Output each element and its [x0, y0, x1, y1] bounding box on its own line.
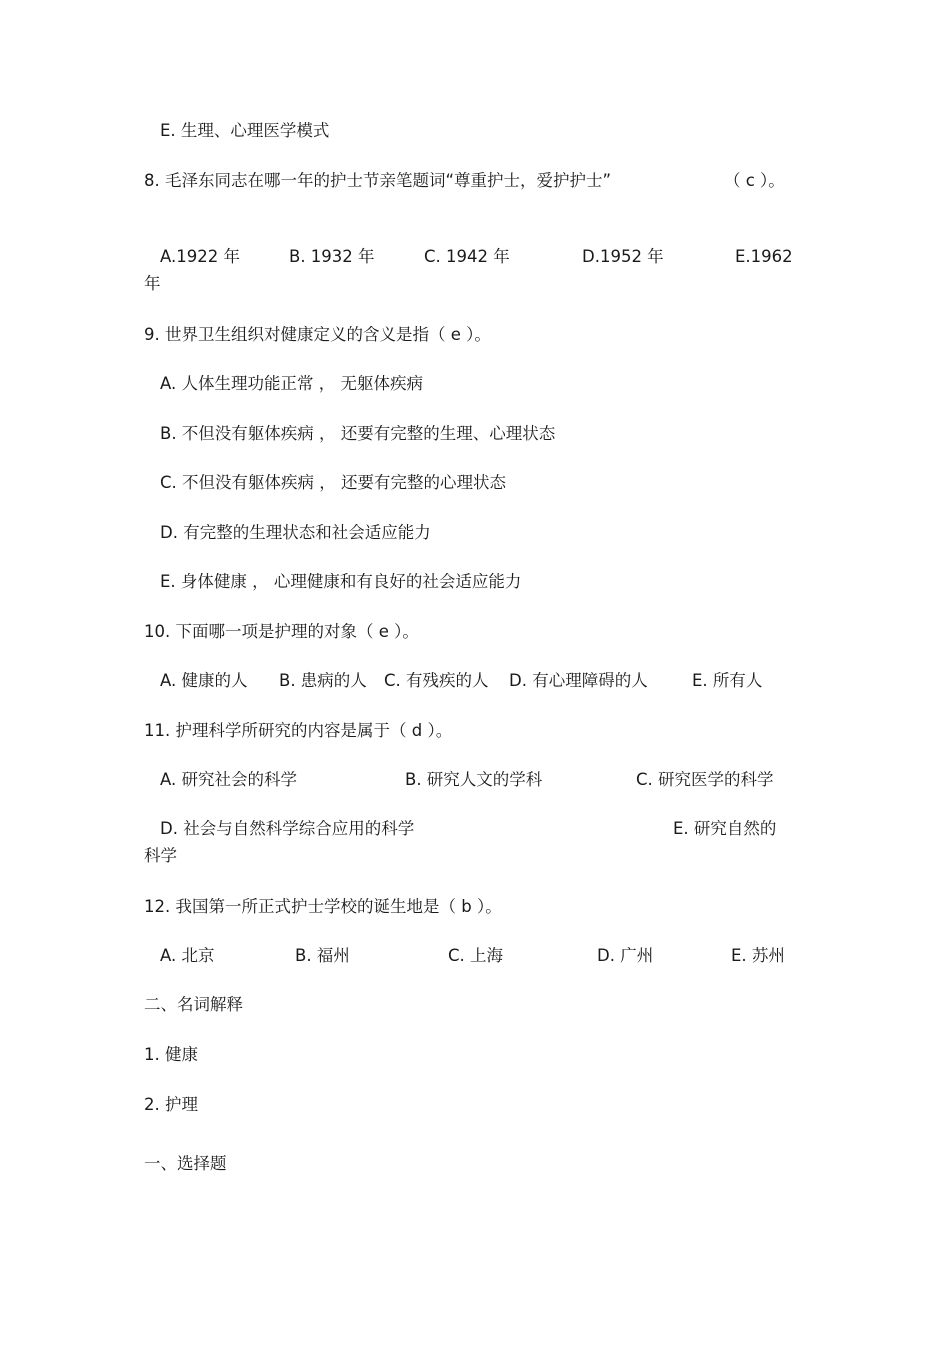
- q11-option-c: C. 研究医学的科学: [636, 770, 774, 789]
- q8-option-b: B. 1932 年: [289, 247, 375, 266]
- term-item-nursing: 2. 护理: [144, 1095, 198, 1114]
- q10-option-b: B. 患病的人: [279, 671, 367, 690]
- q9-option-c: C. 不但没有躯体疾病 ， 还要有完整的心理状态: [160, 473, 507, 492]
- q12-option-b: B. 福州: [295, 946, 350, 965]
- q9-option-b: B. 不但没有躯体疾病 ， 还要有完整的生理、心理状态: [160, 424, 556, 443]
- q10-option-d: D. 有心理障碍的人: [509, 671, 648, 690]
- q11-option-d: D. 社会与自然科学综合应用的科学: [160, 819, 415, 838]
- q8-option-d: D.1952 年: [582, 247, 664, 266]
- q9-stem: 9. 世界卫生组织对健康定义的含义是指（ e ）。: [144, 325, 491, 344]
- q8-option-e-wrap: 年: [144, 274, 161, 293]
- q9-option-e: E. 身体健康 ， 心理健康和有良好的社会适应能力: [160, 572, 522, 591]
- q7-option-e: E. 生理、心理医学模式: [160, 121, 330, 140]
- q9-option-a: A. 人体生理功能正常 ， 无躯体疾病: [160, 374, 423, 393]
- section-title-term-explanation: 二、名词解释: [144, 995, 243, 1014]
- q8-option-e: E.1962: [735, 247, 793, 266]
- q12-option-e: E. 苏州: [731, 946, 785, 965]
- q12-option-a: A. 北京: [160, 946, 215, 965]
- q11-option-e: E. 研究自然的: [673, 819, 777, 838]
- q10-option-e: E. 所有人: [692, 671, 763, 690]
- q10-option-a: A. 健康的人: [160, 671, 248, 690]
- q10-stem: 10. 下面哪一项是护理的对象（ e ）。: [144, 622, 419, 641]
- term-item-health: 1. 健康: [144, 1045, 198, 1064]
- q8-stem: 8. 毛泽东同志在哪一年的护士节亲笔题词“尊重护士，爱护护士”: [144, 171, 612, 190]
- q11-option-a: A. 研究社会的科学: [160, 770, 297, 789]
- q10-option-c: C. 有残疾的人: [384, 671, 489, 690]
- q8-option-c: C. 1942 年: [424, 247, 510, 266]
- q11-stem: 11. 护理科学所研究的内容是属于（ d ）。: [144, 721, 453, 740]
- q12-option-c: C. 上海: [448, 946, 504, 965]
- q8-answer: （ c ）。: [724, 171, 785, 190]
- q12-stem: 12. 我国第一所正式护士学校的诞生地是（ b ）。: [144, 897, 502, 916]
- q8-option-a: A.1922 年: [160, 247, 240, 266]
- q11-option-e-wrap: 科学: [144, 846, 177, 865]
- q11-option-b: B. 研究人文的学科: [405, 770, 543, 789]
- q9-option-d: D. 有完整的生理状态和社会适应能力: [160, 523, 431, 542]
- q12-option-d: D. 广州: [597, 946, 654, 965]
- section-title-multiple-choice: 一、选择题: [144, 1154, 227, 1173]
